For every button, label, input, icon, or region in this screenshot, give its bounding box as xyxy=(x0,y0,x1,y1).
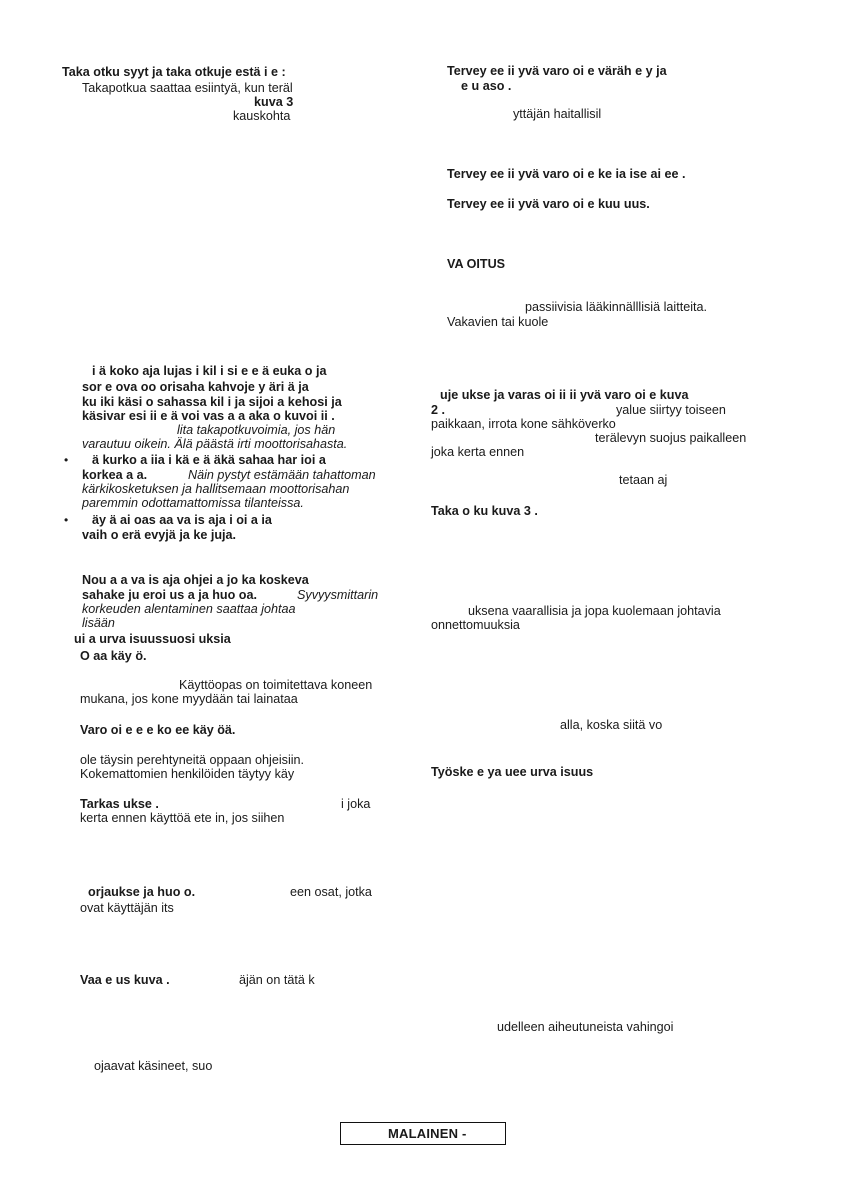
accident-text: onnettomuuksia xyxy=(431,618,520,632)
beware-heading: Varo oi e e e ko ee käy öä. xyxy=(80,723,236,737)
sharpening-instruction-italic: lisään xyxy=(82,616,115,630)
bullet-text: ä kurko a iia i kä e ä äkä sahaa har ioi a xyxy=(92,453,326,467)
inspection-text: kerta ennen käyttöä ete in, jos siihen xyxy=(80,811,285,825)
manual-text: mukana, jos kone myydään tai lainataa xyxy=(80,692,298,706)
clothing-text: ojaavat käsineet, suo xyxy=(94,1059,213,1073)
inspection-heading: Tarkas ukse . xyxy=(80,797,159,811)
sharpening-instruction-italic: korkeuden alentaminen saattaa johtaa xyxy=(82,602,296,616)
sharpening-instruction-italic: Syvyysmittarin xyxy=(297,588,379,602)
manual-text: Käyttöopas on toimitettava koneen xyxy=(179,678,373,692)
clothing-text: äjän on tätä k xyxy=(239,973,315,987)
grip-instruction: käsivar esi ii e ä voi vas a a aka o kuvoi ii . xyxy=(82,409,335,423)
kickback-text: kauskohta xyxy=(233,109,291,123)
bullet-marker: • xyxy=(64,513,69,527)
bullet-text-italic: Näin pystyt estämään tahattoman xyxy=(188,468,376,482)
warning-text: passiivisia lääkinnälllisiä laitteita. xyxy=(525,300,707,314)
bullet-marker: • xyxy=(64,453,69,467)
bullet-text-italic: kärkikosketuksen ja hallitsemaan moottorisahan xyxy=(82,482,350,496)
vibration-heading: e u aso . xyxy=(461,79,512,93)
caution-text: alla, koska siitä vo xyxy=(560,718,663,732)
bullet-text: äy ä ai oas aa va is aja i oi a ia xyxy=(92,513,272,527)
kickback-text: Takapotkua saattaa esiintyä, kun teräl xyxy=(82,81,293,95)
chemical-heading: Tervey ee ii yvä varo oi e ke ia ise ai ee . xyxy=(447,167,686,181)
cutting-text: tetaan aj xyxy=(619,473,668,487)
cutting-figure-ref: 2 . xyxy=(431,403,446,417)
beware-text: ole täysin perehtyneitä oppaan ohjeisiin. xyxy=(80,753,305,767)
bullet-text: korkea a a. xyxy=(82,468,148,482)
cutting-text: joka kerta ennen xyxy=(431,445,525,459)
sharpening-instruction: sahake ju eroi us a ja huo oa. xyxy=(82,588,257,602)
grip-instruction: i ä koko aja lujas i kil i si e e ä euka o ja xyxy=(92,364,327,378)
cutting-text: paikkaan, irrota kone sähköverko xyxy=(431,417,616,431)
sharpening-instruction: Nou a a va is aja ohjei a jo ka koskeva xyxy=(82,573,309,587)
bullet-text-italic: paremmin odottamattomissa tilanteissa. xyxy=(82,496,304,510)
clothing-heading: Vaa e us kuva . xyxy=(80,973,170,987)
safety-section-heading: ui a urva isuussuosi uksia xyxy=(74,632,231,646)
vibration-text: yttäjän haitallisil xyxy=(513,107,602,121)
vibration-heading: Tervey ee ii yvä varo oi e väräh e y ja xyxy=(447,64,667,78)
manual-heading: O aa käy ö. xyxy=(80,649,147,663)
grip-instruction-italic: varautuu oikein. Älä päästä irti moottorisahasta. xyxy=(82,437,348,451)
inspection-text: i joka xyxy=(341,797,371,811)
grip-instruction: ku iki käsi o sahassa kil i ja sijoi a kehosi ja xyxy=(82,395,342,409)
cutting-text: terälevyn suojus paikalleen xyxy=(595,431,747,445)
grip-instruction: sor e ova oo orisaha kahvoje y äri ä ja xyxy=(82,380,309,394)
warning-text: Vakavien tai kuole xyxy=(447,315,549,329)
damage-text: udelleen aiheutuneista vahingoi xyxy=(497,1020,674,1034)
grip-instruction-italic: lita takapotkuvoimia, jos hän xyxy=(177,423,336,437)
warning-heading: VA OITUS xyxy=(447,257,506,271)
beware-text: Kokemattomien henkilöiden täytyy käy xyxy=(80,767,295,781)
repair-heading: orjaukse ja huo o. xyxy=(88,885,196,899)
kickback-figure-heading: Taka o ku kuva 3 . xyxy=(431,504,538,518)
kickback-figure-ref: kuva 3 xyxy=(254,95,294,109)
kickback-heading: Taka otku syyt ja taka otkuje estä i e : xyxy=(62,65,286,79)
footer-language-label: MALAINEN - xyxy=(388,1126,467,1141)
noise-heading: Tervey ee ii yvä varo oi e kuu uus. xyxy=(447,197,650,211)
repair-text: ovat käyttäjän its xyxy=(80,901,174,915)
cutting-heading: uje ukse ja varas oi ii ii yvä varo oi e kuva xyxy=(440,388,689,402)
repair-text: een osat, jotka xyxy=(290,885,372,899)
cutting-text: yalue siirtyy toiseen xyxy=(616,403,726,417)
bullet-text: vaih o erä evyjä ja ke juja. xyxy=(82,528,237,542)
work-area-heading: Työske e ya uee urva isuus xyxy=(431,765,594,779)
accident-text: uksena vaarallisia ja jopa kuolemaan johtavia xyxy=(468,604,721,618)
